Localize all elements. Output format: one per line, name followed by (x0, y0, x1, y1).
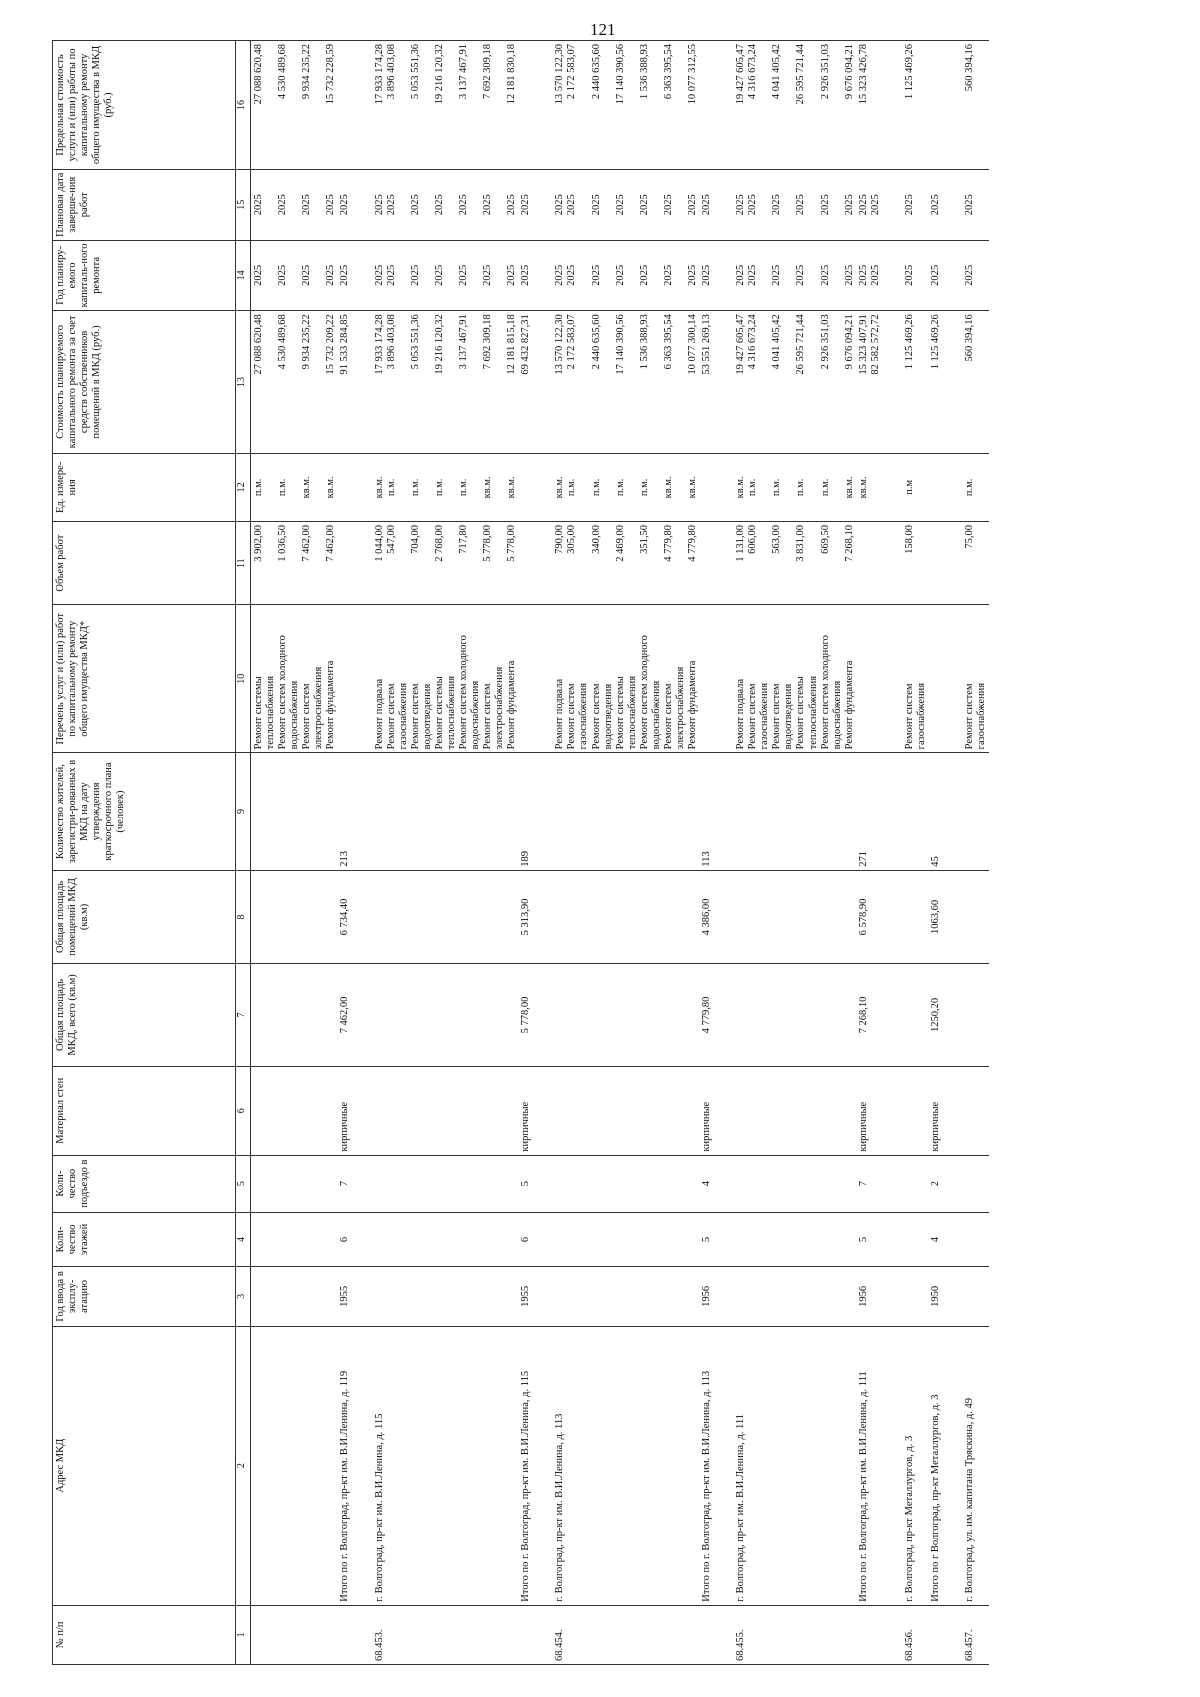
cell-n (519, 1605, 544, 1664)
cell-mat (364, 1066, 520, 1155)
header-cell: № п/п (53, 1605, 236, 1664)
cell-limit (929, 41, 954, 170)
header-cell: Материал стен (53, 1066, 236, 1155)
cell-floors: 5 (857, 1212, 894, 1267)
column-number-cell: 15 (236, 169, 251, 240)
cell-addr: Итого по г. Волгоград, пр-кт им. В.И.Ленина, д. 115 (519, 1326, 544, 1605)
cell-vol: 1 044,00 547,00 704,00 2 768,00 717,80 5 778,00 5 778,00 (364, 522, 520, 605)
total-row (338, 41, 363, 1665)
column-number-cell: 3 (236, 1267, 251, 1326)
total-row (929, 41, 954, 1665)
cell-floors (544, 1212, 700, 1267)
cell-floors (364, 1212, 520, 1267)
header-cell: Год планиру-емого капиталь-ного ремонта (53, 240, 236, 311)
cell-unit: кв.м. п.м. п.м. п.м. п.м. кв.м. (725, 453, 857, 521)
cell-unit (519, 453, 544, 521)
cell-people (725, 753, 857, 870)
header-cell: Предельная стоимость услуги и (или) работы по капитальному ремонту общего имущества в МКД (руб.) (53, 41, 236, 170)
cell-unit: кв.м. п.м. п.м. п.м. п.м. кв.м. кв.м. (364, 453, 520, 521)
cell-mat (251, 1066, 339, 1155)
header-cell: Плановая дата заверше-ния работ (53, 169, 236, 240)
cell-unit: кв.м. п.м. п.м. п.м. п.м. кв.м. кв.м. (544, 453, 700, 521)
cell-year: 1955 (519, 1267, 544, 1326)
cell-vol (700, 522, 725, 605)
cell-y15: 2025 2025 2025 2025 2025 2025 2025 (364, 169, 520, 240)
cell-y15: 2025 2025 (857, 169, 894, 240)
cell-y15: 2025 (954, 169, 989, 240)
cell-y15: 2025 (338, 169, 363, 240)
cell-y14: 2025 (894, 240, 929, 311)
header-cell: Количество жителей, зарегистри-рованных в МКД на дату утверждения краткосрочного плана (человек) (53, 753, 236, 870)
cell-year (954, 1267, 989, 1326)
header-cell: Коли-чество подъездо в (53, 1155, 236, 1212)
cell-people (251, 753, 339, 870)
cell-year (725, 1267, 857, 1326)
cell-s_prem: 6 578,90 (857, 870, 894, 963)
cell-cost: 19 427 605,47 4 316 673,24 4 041 405,42 26 595 721,44 2 926 351,03 9 676 094,21 (725, 311, 857, 453)
page-number: 121 (590, 20, 616, 39)
cell-floors: 5 (700, 1212, 725, 1267)
cell-s_prem (954, 870, 989, 963)
cell-n (251, 1605, 339, 1664)
cell-s_all: 7 268,10 (857, 964, 894, 1067)
cell-mat: кирпичные (857, 1066, 894, 1155)
cell-limit: 1 125 469,26 (894, 41, 929, 170)
cell-entr: 5 (519, 1155, 544, 1212)
cell-y14: 2025 2025 2025 2025 2025 2025 2025 (364, 240, 520, 311)
cell-limit (519, 41, 544, 170)
column-number-cell: 11 (236, 522, 251, 605)
cell-limit: 19 427 605,47 4 316 673,24 4 041 405,42 26 595 721,44 2 926 351,03 9 676 094,21 (725, 41, 857, 170)
cell-cost: 1 125 469,26 (894, 311, 929, 453)
cell-people: 213 (338, 753, 363, 870)
cell-y14: 2025 (700, 240, 725, 311)
cell-people: 271 (857, 753, 894, 870)
cell-y14: 2025 (338, 240, 363, 311)
cell-limit: 15 323 426,78 (857, 41, 894, 170)
cell-cost: 13 570 122,30 2 172 583,07 2 440 635,60 17 140 390,56 1 536 388,93 6 363 395,54 10 077 300,14 (544, 311, 700, 453)
cell-works: Ремонт систем газоснабжения (954, 605, 989, 753)
cell-s_all: 7 462,00 (338, 964, 363, 1067)
cell-y15: 2025 (519, 169, 544, 240)
cell-mat (894, 1066, 929, 1155)
cell-unit: кв.м. (857, 453, 894, 521)
cell-vol: 3 902,00 1 036,50 7 462,00 7 462,00 (251, 522, 339, 605)
cell-y14: 2025 2025 2025 2025 2025 2025 (725, 240, 857, 311)
column-number-cell: 7 (236, 964, 251, 1067)
column-number-cell: 13 (236, 311, 251, 453)
cell-s_prem (251, 870, 339, 963)
cell-s_all (894, 964, 929, 1067)
cell-n (929, 1605, 954, 1664)
cell-n: 68.455. (725, 1605, 857, 1664)
cell-floors: 4 (929, 1212, 954, 1267)
cell-works (857, 605, 894, 753)
cell-people: 189 (519, 753, 544, 870)
cell-entr (544, 1155, 700, 1212)
cell-year (894, 1267, 929, 1326)
cell-vol: 790,00 305,00 340,00 2 469,00 351,50 4 779,80 4 779,80 (544, 522, 700, 605)
cell-limit: 27 088 620,48 4 530 489,68 9 934 235,22 15 732 228,59 (251, 41, 339, 170)
cell-floors (251, 1212, 339, 1267)
cell-people: 45 (929, 753, 954, 870)
cell-s_prem (725, 870, 857, 963)
cell-works (338, 605, 363, 753)
cell-limit: 13 570 122,30 2 172 583,07 2 440 635,60 17 140 390,56 1 536 388,93 6 363 395,54 10 077 312,55 (544, 41, 700, 170)
column-number-cell: 9 (236, 753, 251, 870)
cell-works: Ремонт систем газоснабжения (894, 605, 929, 753)
cell-s_all (954, 964, 989, 1067)
house-row (544, 41, 700, 1665)
cell-y14: 2025 (954, 240, 989, 311)
header-cell: Коли-чество этажей (53, 1212, 236, 1267)
cell-y14: 2025 (929, 240, 954, 311)
cell-floors (894, 1212, 929, 1267)
house-row (894, 41, 929, 1665)
cell-vol (857, 522, 894, 605)
cell-y14: 2025 2025 2025 2025 2025 2025 2025 (544, 240, 700, 311)
cell-n (338, 1605, 363, 1664)
total-row (519, 41, 544, 1665)
header-cell: Перечень услуг и (или) работ по капитальному ремонту общего имущества МКД* (53, 605, 236, 753)
cell-vol (338, 522, 363, 605)
cell-unit: п.м (894, 453, 929, 521)
cell-s_prem: 6 734,40 (338, 870, 363, 963)
cell-entr: 7 (338, 1155, 363, 1212)
cell-year: 1950 (929, 1267, 954, 1326)
table-body (251, 41, 990, 1665)
cell-mat: кирпичные (519, 1066, 544, 1155)
cell-limit (338, 41, 363, 170)
header-cell: Общая площадь помещений МКД (кв.м) (53, 870, 236, 963)
cell-mat: кирпичные (700, 1066, 725, 1155)
cell-year: 1955 (338, 1267, 363, 1326)
header-row (53, 41, 236, 1665)
cell-n (857, 1605, 894, 1664)
header-cell: Стоимость планируемого капитального ремонта за счет средств собственников помещений в МКД (руб.) (53, 311, 236, 453)
cell-n: 68.454. (544, 1605, 700, 1664)
cell-s_all (544, 964, 700, 1067)
column-number-cell: 8 (236, 870, 251, 963)
cell-unit: п.м. (954, 453, 989, 521)
cell-y15: 2025 (894, 169, 929, 240)
cell-addr: г. Волгоград, пр-кт им. В.И.Ленина, д. 113 (544, 1326, 700, 1605)
repair-plan-table (52, 40, 989, 1665)
cell-addr: Итого по г. Волгоград, пр-кт им. В.И.Ленина, д. 111 (857, 1326, 894, 1605)
cell-year: 1956 (857, 1267, 894, 1326)
house-row (251, 41, 339, 1665)
cell-people (364, 753, 520, 870)
cell-vol: 158,00 (894, 522, 929, 605)
house-row (364, 41, 520, 1665)
cell-cost: 15 323 407,91 82 582 572,72 (857, 311, 894, 453)
cell-y14: 2025 2025 2025 2025 (251, 240, 339, 311)
header-cell: Ед. измере-ния (53, 453, 236, 521)
cell-y15: 2025 2025 2025 2025 2025 2025 (725, 169, 857, 240)
cell-works: Ремонт подвала Ремонт систем газоснабжения Ремонт систем водоотведения Ремонт системы теплоснабжения Ремонт систем холодного водоснабжения Ремонт систем электроснабжения Ремонт фундамента (544, 605, 700, 753)
cell-people: 113 (700, 753, 725, 870)
cell-addr: Итого по г Волгоград, пр-кт Металлургов, д. 3 (929, 1326, 954, 1605)
column-number-cell: 14 (236, 240, 251, 311)
cell-year: 1956 (700, 1267, 725, 1326)
cell-y14: 2025 (519, 240, 544, 311)
cell-floors (954, 1212, 989, 1267)
cell-vol (519, 522, 544, 605)
document-table-rotated (52, 40, 1147, 1665)
cell-cost: 53 551 269,13 (700, 311, 725, 453)
cell-entr (251, 1155, 339, 1212)
cell-entr (364, 1155, 520, 1212)
cell-s_all: 1250,20 (929, 964, 954, 1067)
cell-people (894, 753, 929, 870)
cell-addr: г. Волгоград, пр-кт Металлургов, д. 3 (894, 1326, 929, 1605)
cell-s_all: 4 779,80 (700, 964, 725, 1067)
column-number-cell: 16 (236, 41, 251, 170)
header-cell: Адрес МКД (53, 1326, 236, 1605)
cell-entr (894, 1155, 929, 1212)
header-cell: Общая площадь МКД, всего (кв.м) (53, 964, 236, 1067)
cell-n: 68.456. (894, 1605, 929, 1664)
cell-mat: кирпичные (338, 1066, 363, 1155)
cell-addr: Итого по г. Волгоград, пр-кт им. В.И.Ленина, д. 113 (700, 1326, 725, 1605)
column-number-cell: 5 (236, 1155, 251, 1212)
cell-s_prem (894, 870, 929, 963)
cell-n (700, 1605, 725, 1664)
cell-vol: 1 131,00 606,00 563,00 3 831,00 669,50 7 268,10 (725, 522, 857, 605)
cell-year (544, 1267, 700, 1326)
cell-vol (929, 522, 954, 605)
column-number-row (236, 41, 251, 1665)
cell-unit: п.м. п.м. кв.м. кв.м. (251, 453, 339, 521)
total-row (857, 41, 894, 1665)
cell-cost: 27 088 620,48 4 530 489,68 9 934 235,22 15 732 209,22 (251, 311, 339, 453)
cell-limit: 560 394,16 (954, 41, 989, 170)
cell-vol: 75,00 (954, 522, 989, 605)
cell-addr: Итого по г. Волгоград, пр-кт им. В.И.Ленина, д. 119 (338, 1326, 363, 1605)
cell-entr (954, 1155, 989, 1212)
cell-s_prem (364, 870, 520, 963)
cell-works: Ремонт подвала Ремонт систем газоснабжения Ремонт систем водоотведения Ремонт системы теплоснабжения Ремонт систем холодного водоснабжения Ремонт фундамента (725, 605, 857, 753)
cell-floors (725, 1212, 857, 1267)
total-row (700, 41, 725, 1665)
house-row (954, 41, 989, 1665)
cell-y15: 2025 2025 2025 2025 (251, 169, 339, 240)
cell-floors: 6 (519, 1212, 544, 1267)
cell-y14: 2025 2025 (857, 240, 894, 311)
column-number-cell: 1 (236, 1605, 251, 1664)
cell-unit (338, 453, 363, 521)
cell-floors: 6 (338, 1212, 363, 1267)
cell-mat: кирпичные (929, 1066, 954, 1155)
cell-cost: 91 533 284,85 (338, 311, 363, 453)
cell-s_all (364, 964, 520, 1067)
cell-entr: 2 (929, 1155, 954, 1212)
column-number-cell: 12 (236, 453, 251, 521)
cell-y15: 2025 (929, 169, 954, 240)
cell-s_prem: 1063,60 (929, 870, 954, 963)
column-number-cell: 2 (236, 1326, 251, 1605)
column-number-cell: 6 (236, 1066, 251, 1155)
cell-s_all: 5 778,00 (519, 964, 544, 1067)
cell-n: 68.453. (364, 1605, 520, 1664)
cell-s_all (725, 964, 857, 1067)
cell-mat (954, 1066, 989, 1155)
cell-works (519, 605, 544, 753)
cell-s_prem: 4 386,00 (700, 870, 725, 963)
cell-unit (929, 453, 954, 521)
cell-cost: 17 933 174,28 3 896 403,08 5 053 551,36 19 216 120,32 3 137 467,91 7 692 309,18 12 181 815,18 (364, 311, 520, 453)
cell-s_prem (544, 870, 700, 963)
cell-works: Ремонт подвала Ремонт систем газоснабжения Ремонт систем водоотведения Ремонт системы теплоснабжения Ремонт систем холодного водоснабжения Ремонт систем электроснабжения Ремонт фундамента (364, 605, 520, 753)
cell-n: 68.457. (954, 1605, 989, 1664)
cell-addr: г. Волгоград, пр-кт им. В.И.Ленина, д. 115 (364, 1326, 520, 1605)
cell-unit (700, 453, 725, 521)
cell-cost: 1 125 469,26 (929, 311, 954, 453)
cell-mat (544, 1066, 700, 1155)
cell-addr (251, 1326, 339, 1605)
cell-people (954, 753, 989, 870)
cell-works: Ремонт системы теплоснабжения Ремонт систем холодного водоснабжения Ремонт систем электроснабжения Ремонт фундамента (251, 605, 339, 753)
cell-addr: г. Волгоград, ул. им. капитана Тряскина, д. 49 (954, 1326, 989, 1605)
cell-works (929, 605, 954, 753)
column-number-cell: 10 (236, 605, 251, 753)
header-cell: Год ввода в эксплу-атацию (53, 1267, 236, 1326)
cell-y15: 2025 (700, 169, 725, 240)
cell-limit (700, 41, 725, 170)
cell-people (544, 753, 700, 870)
cell-works (700, 605, 725, 753)
cell-entr: 7 (857, 1155, 894, 1212)
cell-year (251, 1267, 339, 1326)
header-cell: Объем работ (53, 522, 236, 605)
cell-entr: 4 (700, 1155, 725, 1212)
cell-mat (725, 1066, 857, 1155)
column-number-cell: 4 (236, 1212, 251, 1267)
cell-s_all (251, 964, 339, 1067)
cell-y15: 2025 2025 2025 2025 2025 2025 2025 (544, 169, 700, 240)
cell-addr: г. Волгоград, пр-кт им. В.И.Ленина, д. 111 (725, 1326, 857, 1605)
cell-limit: 17 933 174,28 3 896 403,08 5 053 551,36 19 216 120,32 3 137 467,91 7 692 309,18 12 181 830,18 (364, 41, 520, 170)
cell-cost: 69 432 827,31 (519, 311, 544, 453)
cell-entr (725, 1155, 857, 1212)
cell-year (364, 1267, 520, 1326)
cell-cost: 560 394,16 (954, 311, 989, 453)
house-row (725, 41, 857, 1665)
cell-s_prem: 5 313,90 (519, 870, 544, 963)
